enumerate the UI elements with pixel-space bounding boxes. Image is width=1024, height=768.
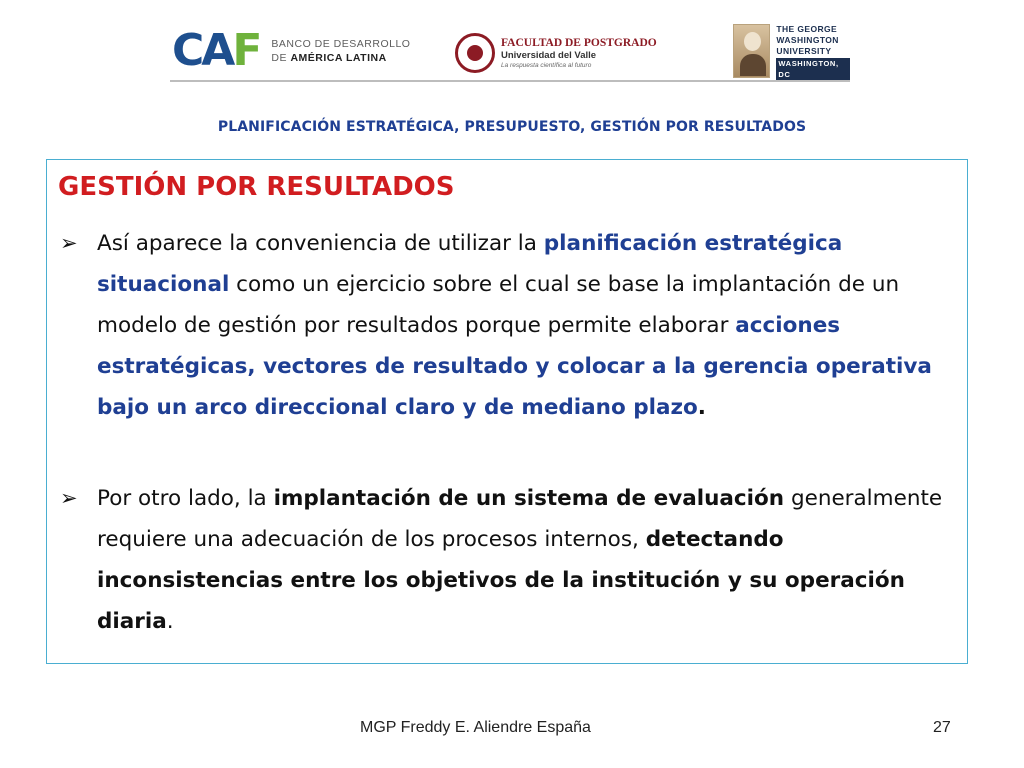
bullet2-text-1: Por otro lado, la [97,486,274,511]
gwu-location: WASHINGTON, DC [776,58,850,80]
caf-logo [172,26,410,76]
bullet1-text-3: . [697,395,706,420]
logo-bar [170,22,850,80]
caf-logo-text [271,37,410,65]
caf-logo-letter-f: F [232,25,260,76]
section-heading: GESTIÓN POR RESULTADOS [58,172,455,202]
bullet2-bold-1: implantación de un sistema de evaluación [273,486,785,511]
gwu-line2: WASHINGTON [776,35,839,45]
caf-logo-line1: BANCO DE DESARROLLO [271,38,411,50]
gwu-logo [733,24,850,78]
facultad-title: FACULTAD DE POSTGRADO [501,37,657,49]
washington-portrait-icon [733,24,770,78]
bullet1-text-2: como un ejercicio sobre el cual se base la implantación de un modelo de gestión por resultados porque permite elaborar [97,272,900,338]
bullet1-highlight-2: acciones estratégicas, vectores de resultado y colocar a la gerencia operativa bajo un arco direccional claro y de mediano plazo [97,313,932,420]
bullet2-bold-2: detectando inconsistencias entre los objetivos de la institución y su operación diaria [97,527,905,634]
facultad-motto: La respuesta científica al futuro [501,62,592,69]
bullet1-text-1: Así aparece la conveniencia de utilizar la [97,231,544,256]
facultad-postgrado-logo [455,28,657,78]
bullet2-text-3: . [166,609,174,634]
facultad-postgrado-text [501,37,657,69]
bullet2-text-2: generalmente requiere una adecuación de los procesos internos, [97,486,943,552]
caf-logo-letter-c: C [172,25,202,76]
caf-logo-mark [172,25,260,76]
arrow-bullet-icon: ➢ [60,486,78,510]
gwu-line3: UNIVERSITY [776,46,832,56]
bullet-item [58,478,963,642]
caf-logo-line2-america-latina: AMÉRICA LATINA [290,52,387,64]
arrow-bullet-icon: ➢ [60,231,78,255]
university-seal-icon [455,33,495,73]
facultad-university: Universidad del Valle [501,50,597,61]
slide-title: PLANIFICACIÓN ESTRATÉGICA, PRESUPUESTO, GESTIÓN POR RESULTADOS [217,119,807,135]
caf-logo-line2-de: DE [271,52,288,64]
page-number: 27 [933,719,951,736]
caf-logo-letter-a: A [201,25,233,76]
bullet1-highlight-1: planificación estratégica situacional [97,231,843,297]
gwu-text [776,24,850,78]
gwu-line1: THE GEORGE [776,24,838,34]
header-divider [170,80,850,82]
caf-logo-line2 [271,51,410,65]
footer-author: MGP Freddy E. Aliendre España [360,719,591,736]
bullet-item [58,223,963,428]
